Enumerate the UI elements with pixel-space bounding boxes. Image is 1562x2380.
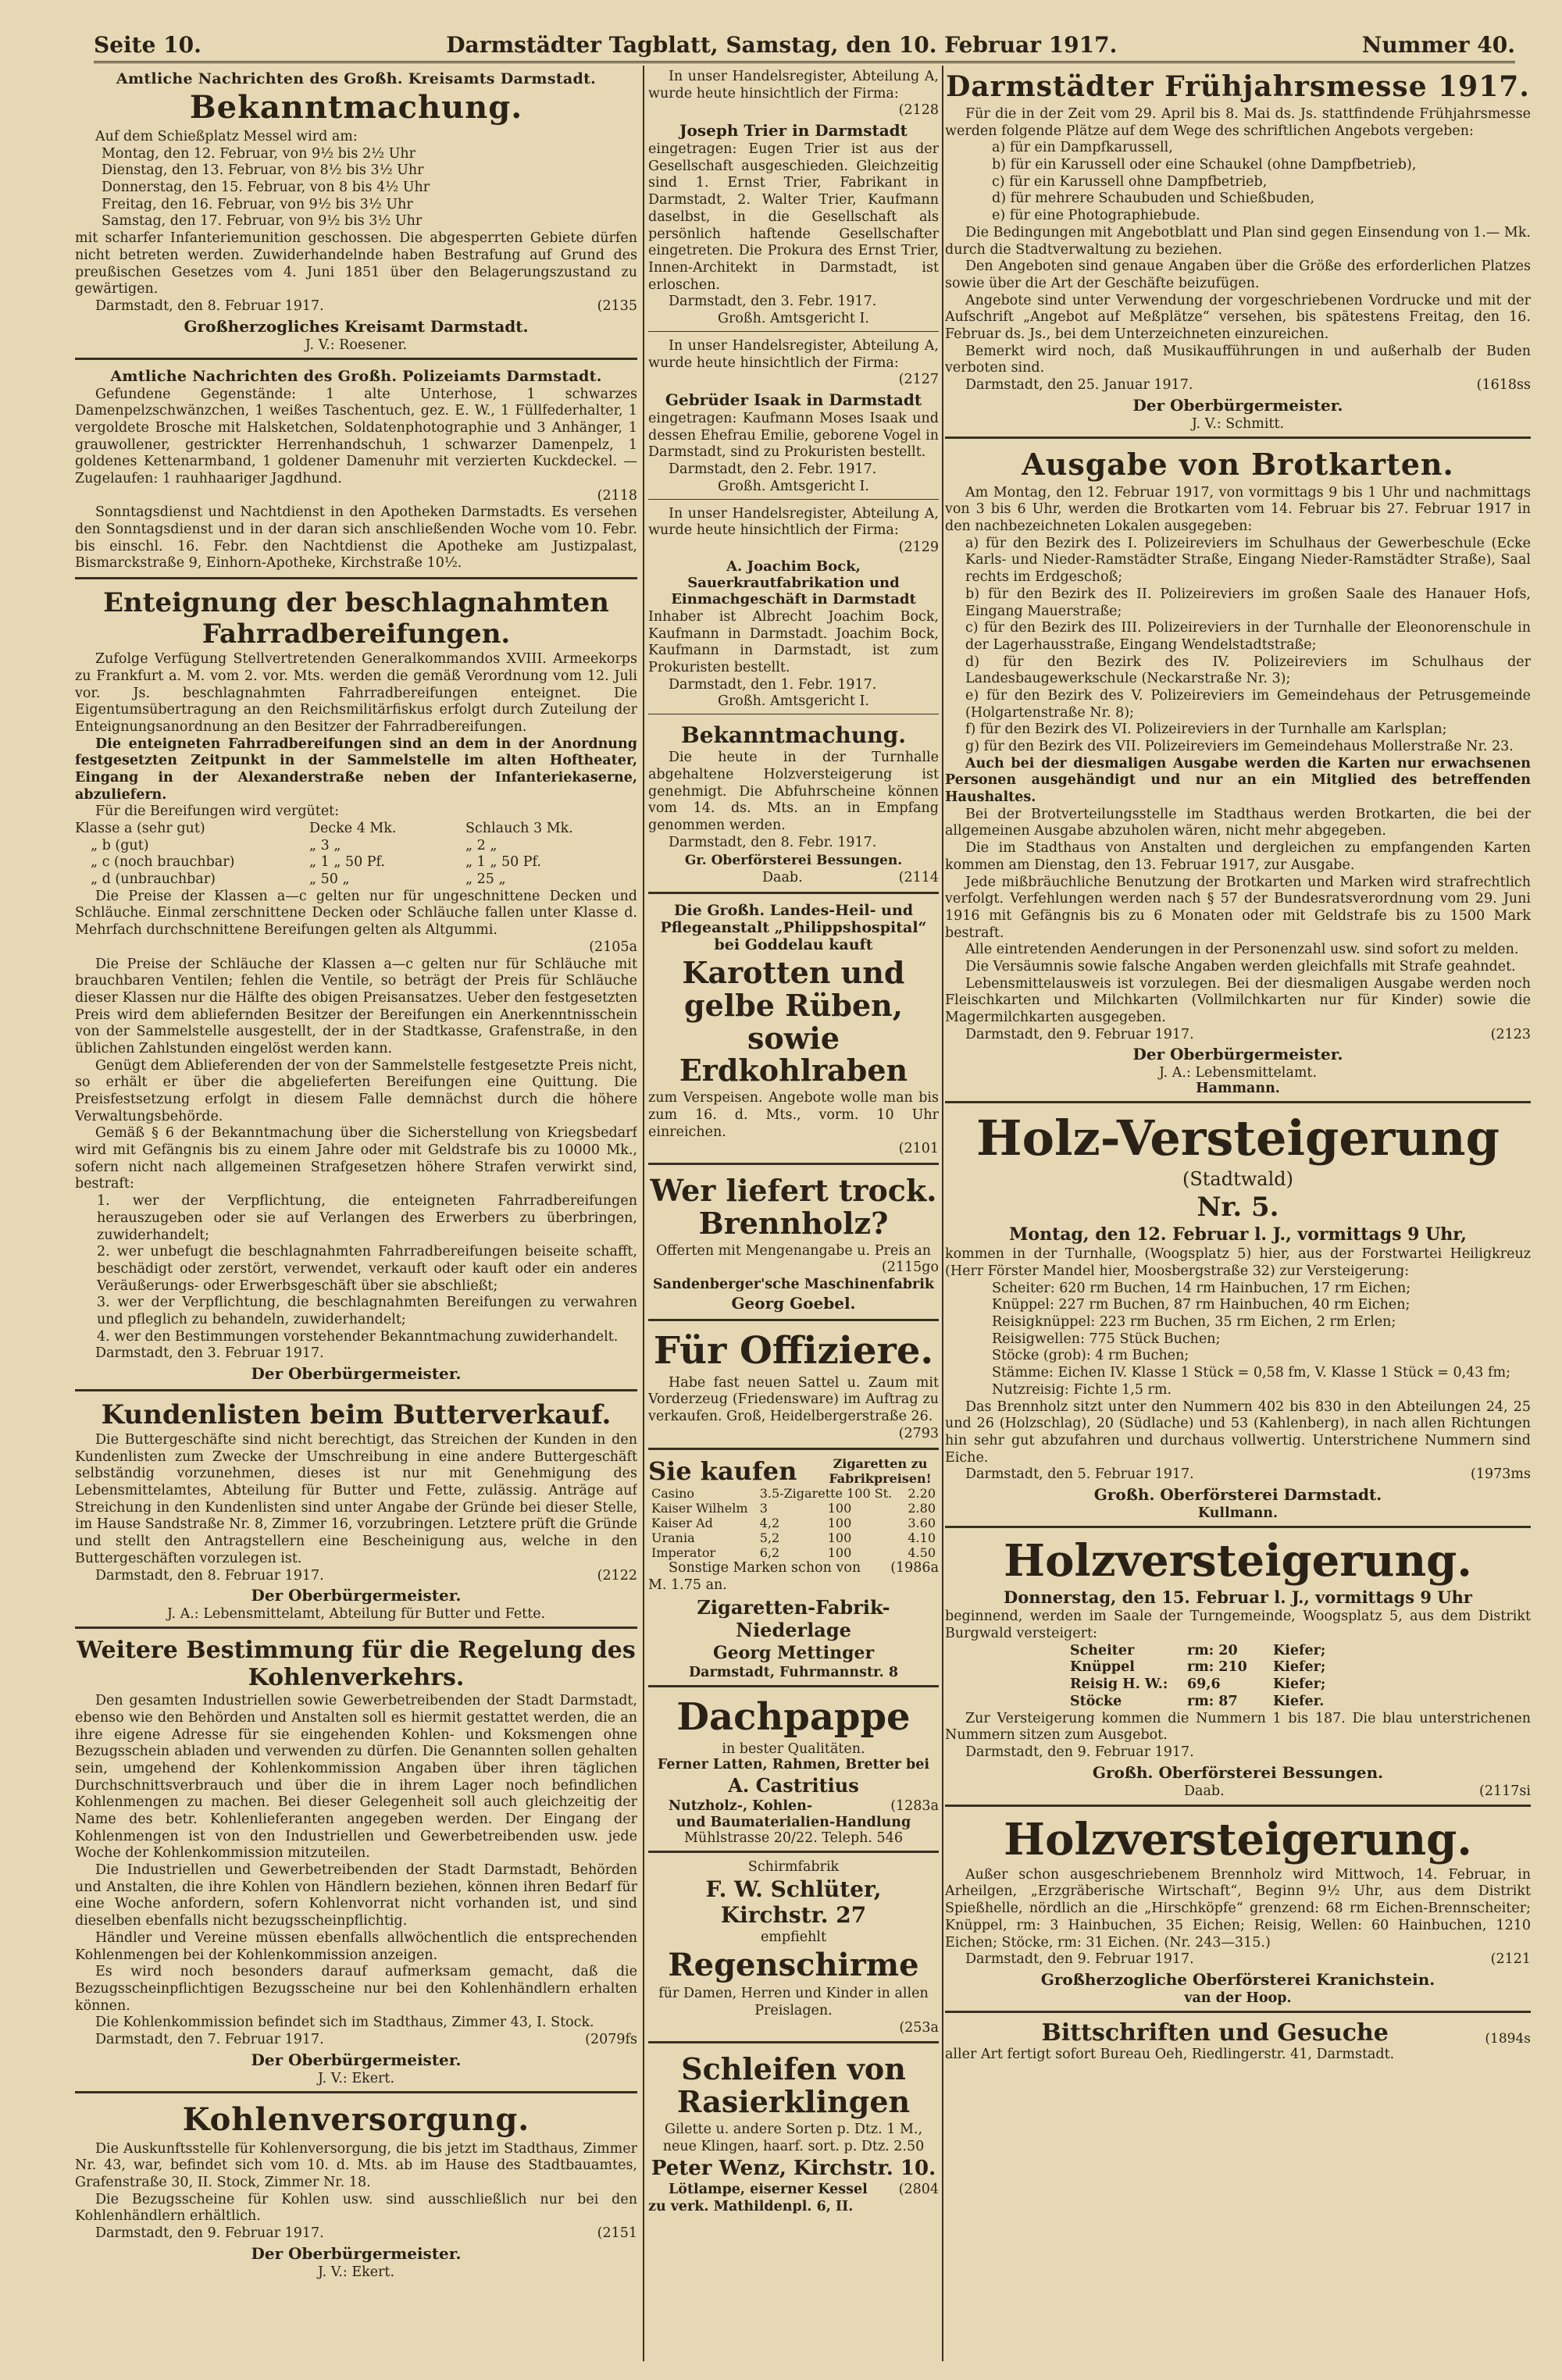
notice-text: Den Angeboten sind genaue Angaben über die Größe des erforderlichen Platzes sowie über die Art der Geschäfte beizufügen. (945, 258, 1531, 291)
ad-rasierklingen (648, 2047, 939, 2220)
notice-text: Genügt dem Ablieferenden der von der Sammelstelle festgesetzte Preis nicht, so erhält er über die abgelieferten Bereifungen eine Quittung. Die Preisfestsetzung erfolgt in diesem Falle demnächst durch die höhere Verwaltungsbehörde. (75, 1057, 637, 1124)
notice-text: Für die Bereifungen wird vergütet: (95, 803, 340, 820)
ad-firm-owner: Georg Goebel. (731, 1293, 856, 1313)
ad-text: Sonstige Marken schon von M. 1.75 an. (648, 1560, 861, 1594)
notice-kicker: Amtliche Nachrichten des Großh. Polizeiamts Darmstadt. (110, 367, 602, 385)
list-item: a) für ein Dampfkarussell, (992, 140, 1173, 156)
ad-kicker: Schirmfabrik (747, 1859, 840, 1876)
column-right (945, 66, 1531, 2361)
notice-signature: Der Oberbürgermeister. (251, 1586, 462, 1605)
list-item: g) für den Bezirk des VII. Polizeireviers im Gemeindehaus Mollerstraße Nr. 23. (965, 739, 1514, 754)
notice-date: Darmstadt, den 8. Febr. 1917. (669, 834, 877, 850)
notice-text: Auch bei der diesmaligen Ausgabe werden die Karten nur erwachsenen Personen ausgehändigt und nur an ein Mitglied des betreffenden Haushaltes. (945, 755, 1531, 806)
list-item: f) für den Bezirk des VI. Polizeireviers in der Turnhalle am Karlsplan; (965, 721, 1447, 738)
table-row: Scheiter rm: 20 Kiefer; (1070, 1642, 1326, 1659)
column-rule-2 (942, 66, 943, 2361)
notice-date: Darmstadt, den 7. Februar 1917. (95, 2031, 324, 2047)
table-row: Stöcke rm: 87 Kiefer. (1070, 1693, 1325, 1709)
ad-text: zum Verspeisen. Angebote wolle man bis zum 16. d. Mts., vorm. 10 Uhr einreichen. (648, 1090, 939, 1140)
issue-number: Nummer 40. (1361, 32, 1515, 58)
list-item: e) für den Bezirk des V. Polizeireviers im Gemeindehaus der Petrusgemeinde (Holgartenstraße Nr. 8); (965, 687, 1531, 721)
ad-code: (2115go (881, 1259, 939, 1276)
list-item: c) für ein Karussell ohne Dampfbetrieb, (992, 173, 1268, 190)
notice-text: Die im Stadthaus von Anstalten und dergleichen zu empfangenden Karten kommen am Dienstag, den 13. Februar 1917, zur Ausgabe. (945, 840, 1531, 873)
list-item: b) für ein Karussell oder eine Schaukel (ohne Dampfbetrieb), (992, 157, 1417, 173)
notice-date: Darmstadt, den 2. Febr. 1917. (669, 461, 877, 478)
notice-number: Nr. 5. (1196, 1192, 1279, 1224)
notice-signature: Der Oberbürgermeister. (251, 1364, 462, 1383)
ad-text: Nutzholz-, Kohlen- (669, 1797, 813, 1814)
notice-date: Darmstadt, den 8. Februar 1917. (95, 298, 324, 314)
notice-intro: Auf dem Schießplatz Messel wird am: (95, 129, 358, 144)
notice-text: Die Bedingungen mit Angebotblatt und Plan sind gegen Einsendung von 1.— Mk. durch die Stadtverwaltung zu beziehen. (945, 224, 1531, 258)
register-entry-trier (648, 66, 939, 332)
notice-polizeiamt (75, 363, 637, 580)
notice-text: Bemerkt wird noch, daß Musikaufführungen in und außerhalb der Buden verboten sind. (945, 343, 1531, 376)
notice-text: kommen in der Turnhalle, (Woogsplatz 5) hier, aus der Forstwartei Heiligkreuz (Herr Förster Mandel hier, Moosbergstraße 32) zur Versteigerung: (945, 1246, 1531, 1280)
list-item: 4. wer den Bestimmungen vorstehender Bekanntmachung zuwiderhandelt. (97, 1328, 619, 1345)
list-item: d) für mehrere Schaubuden und Schießbuden, (992, 191, 1315, 207)
ad-code: (253a (899, 2019, 939, 2036)
notice-text: Die Buttergeschäfte sind nicht berechtigt, das Streichen der Kunden in den Kundenlisten zum Zwecke der Umschreibung in eine andere Buttergeschäft selbständig vorzunehmen, dieses ist nur mit Genehmigung des Lebensmittelamtes, Abteilung für Butter und Fette, zulässig. Anträge auf Streichung in den Kundenlisten sind unter Angabe der Gründe bei dieser Stelle, im Hause Sandstraße Nr. 8, Zimmer 16, vorzubringen. Letztere prüft die Gründe und stellt den Antragstellern eine Bescheinigung aus, welche in den Buttergeschäften vorzulegen ist. (75, 1432, 637, 1566)
list-item: c) für den Bezirk des III. Polizeireviers in der Turnhalle der Eleonorenschule in der Lagerhausstraße, Eingang Wendelstadtstraße; (965, 620, 1531, 653)
notice-holzversteigerung-burgwald (945, 1531, 1531, 1807)
table-row: Knüppel rm: 210 Kiefer; (1070, 1659, 1326, 1676)
notice-title: Darmstädter Frühjahrsmesse 1917. (946, 70, 1530, 103)
notice-code: (2121 (1490, 1951, 1531, 1968)
notice-code: (2118 (597, 487, 637, 504)
price-row: „ d (unbrauchbar) „ 50 „ „ 25 „ (91, 871, 506, 888)
notice-kundenlisten (75, 1395, 637, 1629)
schedule-day: Montag, den 12. Februar, von 9½ bis 2½ Uhr (102, 145, 415, 162)
register-text: eingetragen: Kaufmann Moses Isaak und dessen Ehefrau Emilie, geborene Vogel in Darmstadt, sind zu Prokuristen bestellt. (648, 411, 939, 461)
notice-signature: Großherzogliches Kreisamt Darmstadt. (184, 316, 529, 336)
notice-code: (2122 (597, 1567, 637, 1584)
notice-title: Holz-Versteigerung (976, 1110, 1500, 1167)
notice-code: (2129 (898, 540, 939, 556)
ad-karotten (648, 897, 939, 1165)
ad-text: Ferner Latten, Rahmen, Bretter bei (657, 1756, 930, 1773)
page-header (94, 22, 1515, 63)
list-item: Reisigwellen: 775 Stück Buchen; (992, 1331, 1221, 1347)
notice-text: Es wird noch besonders darauf aufmerksam gemacht, daß die Bezugsscheinpflichtigen Bezugsscheine nur bei den Kohlenhändlern erhalten können. (75, 1964, 637, 2014)
ad-headline: Sie kaufen (648, 1455, 797, 1486)
price-row: „ c (noch brauchbar) „ 1 „ 50 Pf. „ 1 „ 50 Pf. (91, 854, 541, 871)
notice-text: Angebote sind unter Verwendung der vorgeschriebenen Vordrucke und mit der Aufschrift „Angebot auf Meßplätze“ versehen, bis spätestens Freitag, den 16. Februar ds. Js., bei dem Unterzeichneten einzureichen. (945, 292, 1531, 342)
notice-signatory: J. V.: Ekert. (317, 2070, 395, 2086)
notice-code: (1973ms (1471, 1466, 1531, 1483)
column-middle (648, 66, 939, 2361)
notice-title: Ausgabe von Brotkarten. (1022, 446, 1454, 482)
notice-signatory: J. V.: Ekert. (317, 2264, 395, 2280)
list-item: d) für den Bezirk des IV. Polizeireviers im Schulhaus der Landesbaugewerkschule (Neckarstraße Nr. 3); (965, 654, 1531, 687)
notice-text: Außer schon ausgeschriebenem Brennholz wird Mittwoch, 14. Februar, in Arheilgen, „Erzgräberische Wirtschaft“, Beginn 9½ Uhr, aus dem Distrikt Spießhelle, nördlich an die „Hirschköpfe“ grenzend: 68 rm Eichen-Brennscheiter; Knüppel, rm: 3 Hainbuchen, 35 Eichen; Reisig, Wellen: 60 Hainbuchen, 1210 Eichen; Stöcke, rm: 31 Eichen. (Nr. 243—315.) (945, 1866, 1531, 1951)
notice-date: Darmstadt, den 9. Februar 1917. (965, 1744, 1194, 1760)
table-row: Casino 3.5-Zigarette 100 St. 2.20 (651, 1485, 936, 1501)
notice-code: (2117si (1479, 1783, 1531, 1799)
notice-signature: Großh. Amtsgericht I. (718, 478, 869, 494)
notice-dateline (75, 298, 637, 315)
list-item: 3. wer der Verpflichtung, die beschlagnahmten Bereifungen zu verwahren und pfleglich zu behandeln, zuwiderhandelt; (97, 1295, 637, 1327)
notice-text: Das Brennholz sitzt unter den Nummern 402 bis 830 in den Abteilungen 24, 25 und 26 (Holzschlag), 20 (Südlache) und 53 (Kahlenberg), in nach allen Richtungen hin sehr gut abzufahren und durchaus vollwertig. Unterstrichene Nummern sind Eiche. (945, 1398, 1531, 1466)
ad-text: und Baumaterialien-Handlung (676, 1815, 911, 1831)
notice-signature: Der Oberbürgermeister. (1132, 395, 1343, 415)
ad-bittschriften (945, 2016, 1531, 2068)
notice-fruehjahrsmesse (945, 66, 1531, 439)
price-row: „ b (gut) „ 3 „ „ 2 „ (91, 837, 497, 853)
table-row: Reisig H. W.: 69,6 Kiefer; (1070, 1676, 1326, 1693)
notice-code: (2135 (597, 298, 637, 314)
list-item: a) für den Bezirk des I. Polizeireviers im Schulhaus der Gewerbeschule (Ecke Karls- und Nieder-Ramstädter Straße, Eingang Nieder-Ramstädter Straße), Saal rechts im Erdgeschoß; (965, 535, 1531, 586)
notice-signatory: Kullmann. (1197, 1505, 1278, 1521)
ad-address: Darmstadt, Fuhrmannstr. 8 (688, 1664, 899, 1680)
schedule-day: Donnerstag, den 15. Februar, von 8 bis 4½ Uhr (102, 180, 430, 196)
notice-code: (2079fs (585, 2031, 637, 2047)
notice-code: (2105a (589, 939, 637, 955)
notice-kicker: Amtliche Nachrichten des Großh. Kreisamts Darmstadt. (116, 70, 597, 87)
ad-code: (1283a (890, 1797, 939, 1814)
notice-dateline (75, 488, 637, 505)
ad-code: (2793 (898, 1425, 939, 1441)
column-rule-1 (643, 66, 644, 2361)
schedule-day: Freitag, den 16. Februar, von 9½ bis 3½ Uhr (102, 196, 413, 212)
notice-text: Bei der Brotverteilungsstelle im Stadthaus werden Brotkarten, die bei der allgemeinen Ausgabe abzuholen wären, nicht mehr abgegeben. (945, 806, 1531, 839)
notice-title: Kohlenversorgung. (182, 2100, 530, 2138)
notice-signatory: Daab. (762, 870, 803, 886)
list-item: Reisigknüppel: 223 rm Buchen, 35 rm Eichen, 2 rm Erlen; (992, 1314, 1396, 1331)
notice-date: Darmstadt, den 3. Februar 1917. (95, 1345, 324, 1362)
ad-text: empfiehlt (760, 1929, 827, 1946)
register-entry-bock (648, 503, 939, 715)
ad-headline: Bittschriften und Gesuche (1041, 2018, 1389, 2047)
ad-subheadline: Zigaretten zu Fabrikpreisen! (829, 1455, 932, 1486)
list-item: e) für eine Photographiebude. (992, 208, 1200, 224)
notice-title: Bekanntmachung. (189, 89, 523, 126)
ad-text: Lötlampe, eiserner Kessel zu verk. Mathildenpl. 6, II. (648, 2182, 868, 2215)
ad-brennholz (648, 1168, 939, 1321)
notice-signature: Großherzogliche Oberförsterei Kranichstein. (1040, 1969, 1435, 1989)
notice-signatory: J. V.: Roesener. (305, 337, 408, 353)
schedule-day: Dienstag, den 13. Februar, von 8½ bis 3½ Uhr (102, 162, 424, 179)
register-text: In unser Handelsregister, Abteilung A, wurde heute hinsichtlich der Firma: (648, 337, 939, 371)
notice-text: Die enteigneten Fahrradbereifungen sind an dem in der Anordnung festgesetzten Zeitpunkt in der Sammelstelle im alten Hoftheater, Eingang in der Alexanderstraße neben der Infanteriekaserne, abzuliefern. (75, 736, 637, 803)
ad-firm: Peter Wenz, Kirchstr. 10. (651, 2157, 936, 2181)
notice-date: Darmstadt, den 8. Februar 1917. (95, 1567, 324, 1584)
notice-signature: Großh. Amtsgericht I. (718, 310, 869, 326)
notice-signatory: J. A.: Lebensmittelamt, Abteilung für Butter und Fette. (166, 1606, 546, 1623)
notice-holzversteigerung-kranichstein (945, 1810, 1531, 2013)
notice-text: Die Preise der Klassen a—c gelten nur für ungeschnittene Decken und Schläuche. Einmal zerschnittene Decken oder Schläuche fallen unter Klasse d. Mehrfach durchschnittene Bereifungen gelten als Altgummi. (75, 888, 637, 939)
register-firm: Joseph Trier in Darmstadt (679, 121, 908, 141)
ad-code: (1894s (1485, 2030, 1531, 2047)
register-firm: A. Joachim Bock, Sauerkrautfabrikation und Einmachgeschäft in Darmstadt (671, 558, 916, 607)
notice-signature: Großh. Oberförsterei Bessungen. (1092, 1762, 1384, 1782)
table-row: Kaiser Wilhelm 3 100 2.80 (651, 1500, 936, 1516)
column-left (75, 66, 637, 2361)
ad-firm: Sandenberger'sche Maschinenfabrik (652, 1276, 935, 1292)
ad-headline: Schleifen von Rasierklingen (676, 2051, 911, 2120)
notice-text: Gemäß § 6 der Bekanntmachung über die Sicherstellung von Kriegsbedarf wird mit Gefängnis bis zu einem Jahre oder mit Geldstrafe bis zu 10000 Mk., sofern nicht nach allgemeinen Strafgesetzen höhere Strafen verwirkt sind, bestraft: (75, 1125, 637, 1192)
ad-code: (1986a (890, 1560, 939, 1577)
notice-text: Die Industriellen und Gewerbetreibenden der Stadt Darmstadt, Behörden und Anstalten, die ihre Kohlen von Händlern beziehen, können ihren Bedarf für eine Woche anfordern, sofern Kohlenvorrat nicht vorhanden ist, und sind dieselben ebenfalls nicht bezugsscheinpflichtig. (75, 1862, 637, 1929)
ad-headline: Regenschirme (668, 1947, 919, 1984)
ad-text: für Damen, Herren und Kinder in allen Preislagen. (658, 1986, 929, 2018)
notice-when: Montag, den 12. Februar l. J., vormittags 9 Uhr, (1009, 1224, 1467, 1245)
notice-text: Lebensmittelausweis ist vorzulegen. Bei der diesmaligen Ausgabe werden noch Fleischkarten und Milchkarten (Vollmilchkarten nur für Kinder) sowie die Magermilchkarten ausgegeben. (945, 975, 1531, 1025)
ad-schirmfabrik (648, 1856, 939, 2043)
notice-date: Darmstadt, den 9. Februar 1917. (95, 2225, 324, 2242)
register-entry-isaak (648, 335, 939, 500)
notice-text: Die Auskunftsstelle für Kohlenversorgung, die bis jetzt im Stadthaus, Zimmer Nr. 43, war, befindet sich vom 10. d. Mts. ab im Hause des Stadtbauamtes, Grafenstraße 30, II. Stock, Zimmer Nr. 18. (75, 2140, 637, 2190)
ad-text: aller Art fertigt sofort Bureau Oeh, Riedlingerstr. 41, Darmstadt. (945, 2046, 1395, 2062)
price-row: Klasse a (sehr gut) Decke 4 Mk. Schlauch 3 Mk. (75, 821, 573, 836)
ad-text: Offerten mit Mengenangabe u. Preis an (655, 1242, 932, 1259)
list-item: Knüppel: 227 rm Buchen, 87 rm Hainbuchen, 40 rm Eichen; (992, 1297, 1410, 1313)
notice-code: (1618ss (1476, 377, 1531, 393)
notice-title: Weitere Bestimmung für die Regelung des Kohlenverkehrs. (77, 1637, 636, 1692)
notice-date: Darmstadt, den 5. Februar 1917. (965, 1466, 1194, 1483)
notice-text: Die heute in der Turnhalle abgehaltene Holzversteigerung ist genehmigt. Die Abfuhrscheine können vom 14. ds. Mts. an in Empfang genommen werden. (648, 750, 939, 833)
notice-when: Donnerstag, den 15. Februar l. J., vormittags 9 Uhr (1004, 1587, 1472, 1608)
notice-signatory: J. V.: Schmitt. (1191, 415, 1285, 432)
price-table (648, 1486, 939, 1561)
notice-date: Darmstadt, den 3. Febr. 1917. (669, 294, 877, 310)
register-text: In unser Handelsregister, Abteilung A, wurde heute hinsichtlich der Firma: (648, 505, 939, 539)
notice-code: (2123 (1490, 1026, 1531, 1042)
ad-headline: Dachpappe (676, 1694, 911, 1739)
list-item: Scheiter: 620 rm Buchen, 14 rm Hainbuchen, 17 rm Eichen; (992, 1280, 1411, 1296)
ad-code: (2101 (898, 1141, 939, 1157)
notice-signatory: Daab. (1184, 1783, 1225, 1799)
notice-signatory-name: Hammann. (1196, 1081, 1280, 1097)
page-number: Seite 10. (94, 32, 201, 58)
ad-zigaretten (648, 1453, 939, 1687)
notice-text: mit scharfer Infanteriemunition geschossen. Die abgesperrten Gebiete dürfen nicht betreten werden. Zuwiderhandelnde haben Bestrafung auf Grund des preußischen Gesetzes vom 4. Juni 1851 über den Belagerungszustand zu gewärtigen. (75, 230, 637, 298)
schedule-day: Samstag, den 17. Februar, von 9½ bis 3½ Uhr (102, 213, 423, 230)
ad-text: in bester Qualitäten. (722, 1740, 865, 1757)
notice-kohlenverkehr (75, 1632, 637, 2093)
ad-headline: Für Offiziere. (653, 1328, 934, 1373)
table-row: Imperator 6,2 100 4.50 (651, 1545, 936, 1561)
notice-kreisamt (75, 66, 637, 360)
ad-firm: F. W. Schlüter, Kirchstr. 27 (705, 1876, 882, 1929)
notice-code: (2114 (898, 870, 939, 886)
register-text: eingetragen: Eugen Trier ist aus der Gesellschaft ausgeschieden. Gleichzeitig sind 1. Ernst Trier, Fabrikant in Darmstadt, 2. Walter Trier, Kaufmann daselbst, in die Gesellschaft als persönlich haftende Gesellschafter eingetreten. Die Prokura des Ernst Trier, Innen-Architekt in Darmstadt, ist erloschen. (648, 141, 939, 293)
masthead-line: Darmstädter Tagblatt, Samstag, den 10. Februar 1917. (446, 32, 1118, 58)
notice-text: Die Preise der Schläuche der Klassen a—c gelten nur für Schläuche mit brauchbaren Ventilen; fehlen die Ventile, so beträgt der Preis für Schläuche dieser Klassen nur die Hälfte des obigen Preisansatzes. Ueber den festgesetzten Preis wird dem abliefernden Besitzer der Bereifungen ein Anerkenntnisschein von der Sammelstelle ausgestellt, der in der Stadtkasse, Grafenstraße, in den üblichen Zahlstunden eingelöst werden kann. (75, 956, 637, 1056)
list-item: 1. wer der Verpflichtung, die enteigneten Fahrradbereifungen herauszugeben oder sie auf Verlangen des Erwerbers zu überbringen, zuwiderhandelt; (97, 1193, 637, 1243)
notice-text: Am Montag, den 12. Februar 1917, von vormittags 9 bis 1 Uhr und nachmittags von 3 bis 6 Uhr, werden die Brotkarten vom 14. Februar bis 27. Februar 1917 in den nachbezeichneten Lokalen ausgegeben: (945, 484, 1531, 535)
table-row: Kaiser Ad 4,2 100 3.60 (651, 1515, 936, 1530)
notice-brotkarten (945, 442, 1531, 1104)
notice-code: (2127 (898, 372, 939, 388)
ad-text: Gilette u. andere Sorten p. Dtz. 1 M., neue Klingen, haarf. sort. p. Dtz. 2.50 (662, 2121, 925, 2154)
notice-code: (2151 (597, 2225, 637, 2242)
ad-text: Habe fast neuen Sattel u. Zaum mit Vorderzeug (Friedensware) im Auftrag zu verkaufen. Groß, Heidelbergerstraße 26. (648, 1374, 939, 1425)
notice-holzversteigerung-stadtwald (945, 1106, 1531, 1528)
notice-text: Den gesamten Industriellen sowie Gewerbetreibenden der Stadt Darmstadt, ebenso wie den Behörden und Anstalten soll es hiermit gestattet werden, die an ihre eigene Adresse für sie eingehenden Kohlen- und Koksmengen ohne Bezugsschein abladen und verwenden zu dürfen. Die Genannten sollen gehalten sein, umgehend der Kohlenkommission Angaben über ihren täglichen Durchschnittsverbrauch und über die in ihrem Lager noch befindlichen Kohlenmengen zu machen. Bei dieser Gelegenheit soll auch gleichzeitig der Name des betr. Kohlenlieferanten angegeben werden. Der Eingang der Kohlenmengen ist von den Industriellen und Gewerbetreibenden usw. jede Woche der Kohlenkommission mitzuteilen. (75, 1693, 637, 1862)
notice-text: Die Versäumnis sowie falsche Angaben werden gleichfalls mit Strafe geahndet. (965, 958, 1516, 974)
register-text: Inhaber ist Albrecht Joachim Bock, Kaufmann in Darmstadt. Joachim Bock, Kaufmann in Darmstadt, ist zum Prokuristen bestellt. (648, 608, 939, 675)
notice-code: (2128 (898, 102, 939, 119)
notice-date: Darmstadt, den 9. Februar 1917. (965, 1026, 1194, 1042)
ad-headline: Wer liefert trock. Brennholz? (650, 1173, 937, 1241)
notice-text: Zufolge Verfügung Stellvertretenden Generalkommandos XVIII. Armeekorps zu Frankfurt a. M. vom 2. vor. Mts. werden die gemäß Verordnung vom 12. Juli vor. Js. beschlagnahmten Fahrradbereifungen enteignet. Die Eigentumsübertragung an den Reichsmilitärfiskus erfolgt durch Zuteilung der Enteignungsanordnung an den Besitzer der Fahrradbereifungen. (75, 651, 637, 735)
notice-text: Die Bezugsscheine für Kohlen usw. sind ausschließlich nur bei den Kohlenhändlern erhältlich. (75, 2191, 637, 2225)
notice-enteignung (75, 583, 637, 1391)
notice-text-pharmacy: Sonntagsdienst und Nachtdienst in den Apotheken Darmstadts. Es versehen den Sonntagsdienst und in der daran sich anschließenden Woche vom 10. Febr. bis einschl. 16. Febr. den Nachtdienst die Apotheke am Justizpalast, Bismarckstraße 9, Einhorn-Apotheke, Kirchstraße 10½. (75, 504, 637, 572)
ad-owner: Georg Mettinger (712, 1642, 875, 1663)
ad-code: (2804 (898, 2182, 939, 2198)
notice-text: Zur Versteigerung kommen die Nummern 1 bis 187. Die blau unterstrichenen Nummern sitzen zum Ausgebot. (945, 1710, 1531, 1744)
ad-dachpappe (648, 1691, 939, 1853)
notice-text: Für die in der Zeit vom 29. April bis 8. Mai ds. Js. stattfindende Frühjahrsmesse werden folgende Plätze auf dem Wege des schriftlichen Angebots vergeben: (945, 106, 1531, 139)
notice-signature: Der Oberbürgermeister. (251, 2243, 462, 2263)
notice-text: Jede mißbräuchliche Benutzung der Brotkarten und Marken wird strafrechtlich verfolgt. Verfehlungen werden nach § 57 der Bundesratsverordnung vom 29. Juni 1916 mit Gefängnis bis zu 6 Monaten oder mit Geldstrafe bis zu 1500 Mark bestraft. (945, 874, 1531, 941)
list-item: Nutzreisig: Fichte 1,5 rm. (992, 1381, 1172, 1398)
ad-store: Zigaretten-Fabrik-Niederlage (697, 1595, 890, 1641)
notice-title: Bekanntmachung. (681, 722, 906, 749)
notice-holz-genehmigt (648, 718, 939, 894)
list-item: b) für den Bezirk des II. Polizeireviers im großen Saale des Hanauer Hofs, Eingang Mauerstraße; (965, 586, 1531, 619)
notice-text: Gefundene Gegenstände: 1 alte Unterhose, 1 schwarzes Damenpelzschwänzchen, 1 weißes Taschentuch, gez. E. W., 1 Füllfederhalter, 1 vergoldete Brosche mit Halsketchen, Soldatenphotographie und 3 Anhänger, 1 grauwollener, gestrickter Herrenhandschuh, 1 schwarzer Damenpelz, 1 goldenes Kettenarmband, 1 goldener Damenuhr mit verzierten Kuckdeckel. — Zugelaufen: 1 rauhhaariger Jagdhund. (75, 386, 637, 486)
ad-intro: Die Großh. Landes-Heil- und Pflegeanstalt „Philippshospital“ bei Goddelau kauft (660, 902, 927, 954)
notice-title: Enteignung der beschlagnahmten Fahrradbereifungen. (103, 587, 609, 650)
notice-kohlenversorgung (75, 2097, 637, 2285)
register-text: In unser Handelsregister, Abteilung A, wurde heute hinsichtlich der Firma: (648, 69, 939, 102)
ad-offiziere (648, 1324, 939, 1450)
notice-subtitle: (Stadtwald) (1182, 1168, 1294, 1191)
notice-signatory: J. A.: Lebensmittelamt. (1158, 1065, 1318, 1081)
list-item: Stöcke (grob): 4 rm Buchen; (992, 1348, 1189, 1364)
notice-text: beginnend, werden im Saale der Turngemeinde, Woogsplatz 5, aus dem Distrikt Burgwald versteigert: (945, 1609, 1531, 1642)
notice-date: Darmstadt, den 9. Februar 1917. (965, 1951, 1194, 1968)
ad-headline: Karotten und gelbe Rüben, sowie Erdkohlraben (679, 955, 908, 1088)
notice-date: Darmstadt, den 25. Januar 1917. (965, 377, 1193, 393)
notice-signature: Gr. Oberförsterei Bessungen. (684, 853, 903, 869)
register-firm: Gebrüder Isaak in Darmstadt (665, 390, 922, 409)
notice-text: Alle eintretenden Aenderungen in der Personenzahl usw. sind sofort zu melden. (965, 942, 1519, 958)
ad-address: Mühlstrasse 20/22. Teleph. 546 (684, 1830, 903, 1847)
notice-title: Kundenlisten beim Butterverkauf. (101, 1399, 612, 1430)
table-row: Urania 5,2 100 4.10 (651, 1530, 936, 1546)
notice-signature: Großh. Amtsgericht I. (718, 693, 869, 710)
notice-title: Holzversteigerung. (1004, 1534, 1472, 1587)
notice-title: Holzversteigerung. (1004, 1814, 1472, 1866)
notice-signatory: van der Hoop. (1184, 1990, 1292, 2006)
notice-signature: Der Oberbürgermeister. (251, 2050, 462, 2069)
notice-date: Darmstadt, den 1. Febr. 1917. (669, 676, 877, 693)
notice-text: Die Kohlenkommission befindet sich im Stadthaus, Zimmer 43, I. Stock. (95, 2015, 594, 2031)
notice-signature: Großh. Oberförsterei Darmstadt. (1093, 1484, 1382, 1504)
ad-firm: A. Castritius (728, 1773, 859, 1797)
notice-signature: Der Oberbürgermeister. (1132, 1045, 1343, 1064)
list-item: Stämme: Eichen IV. Klasse 1 Stück = 0,58 fm, V. Klasse 1 Stück = 0,43 fm; (992, 1365, 1510, 1381)
list-item: 2. wer unbefugt die beschlagnahmten Fahrradbereifungen beiseite schafft, beschädigt oder zerstört, verwendet, verkauft oder kauft oder ein anderes Veräußerungs- oder Erwerbsgeschäft über sie abschließt; (97, 1244, 637, 1294)
notice-text: Händler und Vereine müssen ebenfalls allwöchentlich die entsprechenden Kohlenmengen bei der Kohlenkommission anzeigen. (75, 1929, 637, 1963)
